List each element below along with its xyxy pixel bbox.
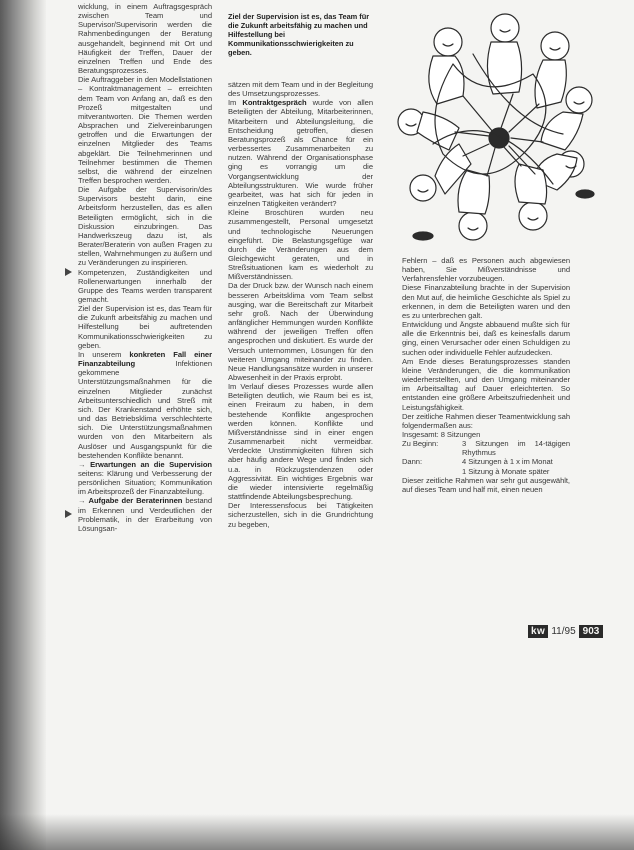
magazine-logo: kw (528, 625, 548, 638)
paragraph: Insgesamt: 8 Sitzungen (402, 429, 481, 439)
triangle-marker-icon (64, 266, 74, 278)
page-number: 903 (579, 625, 604, 638)
paragraph: wicklung, in einem Auftragsgespräch zwischen Team und Supervisor/Supervisorin werden die Rahmenbedingungen der Beratung ausgehandelt, beginnend mit Ort und Häufigkeit der Treffen, Dauer der einzelnen Treffen und Ende des Beratungsprozesses. (78, 2, 212, 76)
paragraph (228, 98, 373, 208)
paragraph: Fehlern – daß es Personen auch abgewiesen haben, Sie Mißverständnisse und Verfahrensfehler vorzubeugen. (402, 256, 570, 284)
schedule-value: 1 Sitzung à Monate später (462, 466, 550, 476)
bold-text: Erwartungen an die Supervision (90, 459, 212, 469)
text: In unserem (78, 349, 122, 359)
paragraph: Der zeitliche Rahmen dieser Teamentwicklung sah folgendermaßen aus: (402, 411, 570, 430)
bold-text: konkreten Fall einer Finanzabteilung (78, 349, 212, 369)
text: wurde von allen Beteiligten der Abteilung, Mitarbeiterinnen, Mitarbeitern und Abteilungsleitung, die Entscheidung getroffen, diesen Beratungsprozeß als Chance für ein verbessertes Zusammenarbeiten zu nutzen. Während der Organisationsphase ging es vorrangig um die Vorgangsentwicklung der Abteilungsstrukturen. Wie wurde früher gearbeitet, was hat sich für jeden in einzelnen Tätigkeiten verändert? (228, 98, 374, 209)
triangle-marker-icon (64, 508, 74, 520)
paragraph: Kompetenzen, Zuständigkeiten und Rollenerwartungen innerhalb der Gruppe des Teams werden transparent gemacht. (78, 267, 212, 304)
paragraph: Diese Finanzabteilung brachte in der Supervision den Mut auf, die heimliche Geschichte als Spiel zu erkennen, in dem die Beteiligten waren und den es zu unterbrechen galt. (402, 283, 570, 320)
column-3 (402, 256, 570, 494)
paragraph (78, 350, 212, 460)
paragraph: Am Ende dieses Beratungsprozesses standen kleine Veränderungen, die die kommunikation wiederherstellten, und den Umgang miteinander im Arbeitsalltag auf Dauer erleichterten. So entstanden eine größere Arbeitszufriedenheit und Leistungsfähigkeit. (402, 356, 570, 412)
schedule-value: 3 Sitzungen im 14-tägigen Rhythmus (462, 439, 570, 458)
text: Im (228, 98, 237, 108)
bottom-shadow (0, 814, 634, 850)
paragraph: Da der Druck bzw. der Wunsch nach einem besseren Arbeitsklima vom Team selbst ausging, war die Bereitschaft zur Mitarbeit sehr groß. Nach der Überwindung anfänglicher Hemmungen wurden Konflikte während der jeweiligen Treffen offen angesprochen und diskutiert. Es wurde der Versuch unternommen, Lösungen für den weiteren Umgang miteinander zu finden. Neue Handlungsansätze wurden in unserer Abwesenheit in der Praxis erprobt. (228, 281, 373, 382)
schedule-label: Dann: (402, 457, 423, 467)
paragraph: Dieser zeitliche Rahmen war sehr gut ausgewählt, auf dieses Team und half mit, einen neuen (402, 475, 570, 494)
column-1 (78, 2, 212, 533)
paragraph: Kleine Broschüren wurden neu zusammengestellt, Personal umgesetzt und technologische Neuerungen eingeführt. Die Belastungsgefüge war durch die Veränderungen aus dem Gleichgewicht geraten, und in Streßsituationen kam es wiederholt zu Mißverständnissen. (228, 208, 373, 282)
schedule-value: 4 Sitzungen à 1 x im Monat (462, 457, 553, 467)
schedule-table (402, 439, 570, 476)
schedule-label (402, 467, 458, 476)
bold-text: Kontraktgespräch (242, 98, 307, 108)
paragraph: Die Aufgabe der Supervisorin/des Supervisors besteht darin, eine Arbeitsform herzustellen, das es allen Beteiligten ermöglicht, sich in die Diskussion einzubringen. Das Handwerkszeug dazu ist, als Berater/Beraterin von außen Fragen zu stellen, Wahrnehmungen zu äußern und zu Veränderungen zu inspirieren. (78, 185, 212, 268)
binding-shadow (0, 0, 46, 850)
paragraph: Der Interessensfocus bei Tätigkeiten sicherzustellen, sich in die Grundrichtung zu begeben, (228, 501, 373, 529)
page-footer (528, 623, 603, 639)
issue-number: 11/95 (551, 625, 576, 637)
paragraph: sätzen mit dem Team und in der Begleitung des Umsetzungsprozesses. (228, 80, 373, 99)
text: bestand im Erkennen und Verdeutlichen der Problematik, in der Erarbeitung von Lösungsan- (78, 496, 213, 533)
bold-text: Aufgabe der Beraterinnen (88, 496, 183, 506)
schedule-label: Zu Beginn: (402, 439, 439, 449)
arrow-icon: → (78, 459, 86, 469)
pull-quote: Ziel der Supervision ist es, das Team für die Zukunft arbeitsfähig zu machen und Hilfestellung bei Kommunikationsschwierigkeiten zu geben. (228, 12, 370, 57)
arrow-icon: → (78, 496, 86, 506)
text: seitens: Klärung und Verbesserung der persönlichen Situation; Kommunikation im Arbeitsprozeß der Finanzabteilung. (78, 468, 212, 497)
text: Infektionen gekommene Unterstützungsmaßnahmen für die einzelnen Mitglieder zunächst Arbeitsunterschiedlich und Streß mit sich. Der Krankenstand erhöhte sich, und das Betriebsklima verschlechterte sich. Die Unterstützungsmaßnahmen wurden von den Mitarbeitern als Auslöser und Ausgangspunkt für die bestehenden Konflikte benannt. (78, 359, 212, 460)
paragraph: Im Verlauf dieses Prozesses wurde allen Beteiligten deutlich, wie Raum bei es ist, einen Freiraum zu haben, in dem bestehende Konflikte angesprochen werden können. Konflikte und Mißverständnisse sind in einer engen Zusammenarbeit nicht vermeidbar. Verdeckte Unstimmigkeiten führen sich aber häufig andere Wege und finden sich u.a. in Rückzugstendenzen oder Aggressivität. Ein wichtiges Ergebnis war die wieder intensivierte regelmäßig stattfindende Abteilungsbesprechung. (228, 382, 373, 502)
paragraph: Ziel der Supervision ist es, das Team für die Zukunft arbeitsfähig zu machen und Hilfestellung bei auftretenden Kommunikationsschwierigkeiten zu geben. (78, 304, 212, 350)
paragraph: Die Auftraggeber in den Modellstationen – Kontraktmanagement – erreichten dem Team von Anfang an, daß es den Prozeß mitgestalten und mitverantworten. Die Themen werden Absprachen und Zielvereinbarungen getroffen und die Erwartungen der einzelnen Mitglieder des Teams abgeklärt. Die Teilnehmerinnen und Teilnehmer bestimmen die Themen selbst, die während der einzelnen Treffen besprochen werden. (78, 75, 212, 185)
column-2 (228, 80, 373, 529)
group-circle-illustration (393, 4, 599, 254)
paragraph: Entwicklung und Ängste abbauend mußte sich für alle die Erkenntnis bei, daß es keinesfalls darum ging, einen Verursacher oder einen Schuldigen zu suchen oder individuelle Fehler aufzudecken. (402, 320, 570, 357)
paragraph (78, 496, 212, 533)
paragraph (78, 460, 212, 497)
